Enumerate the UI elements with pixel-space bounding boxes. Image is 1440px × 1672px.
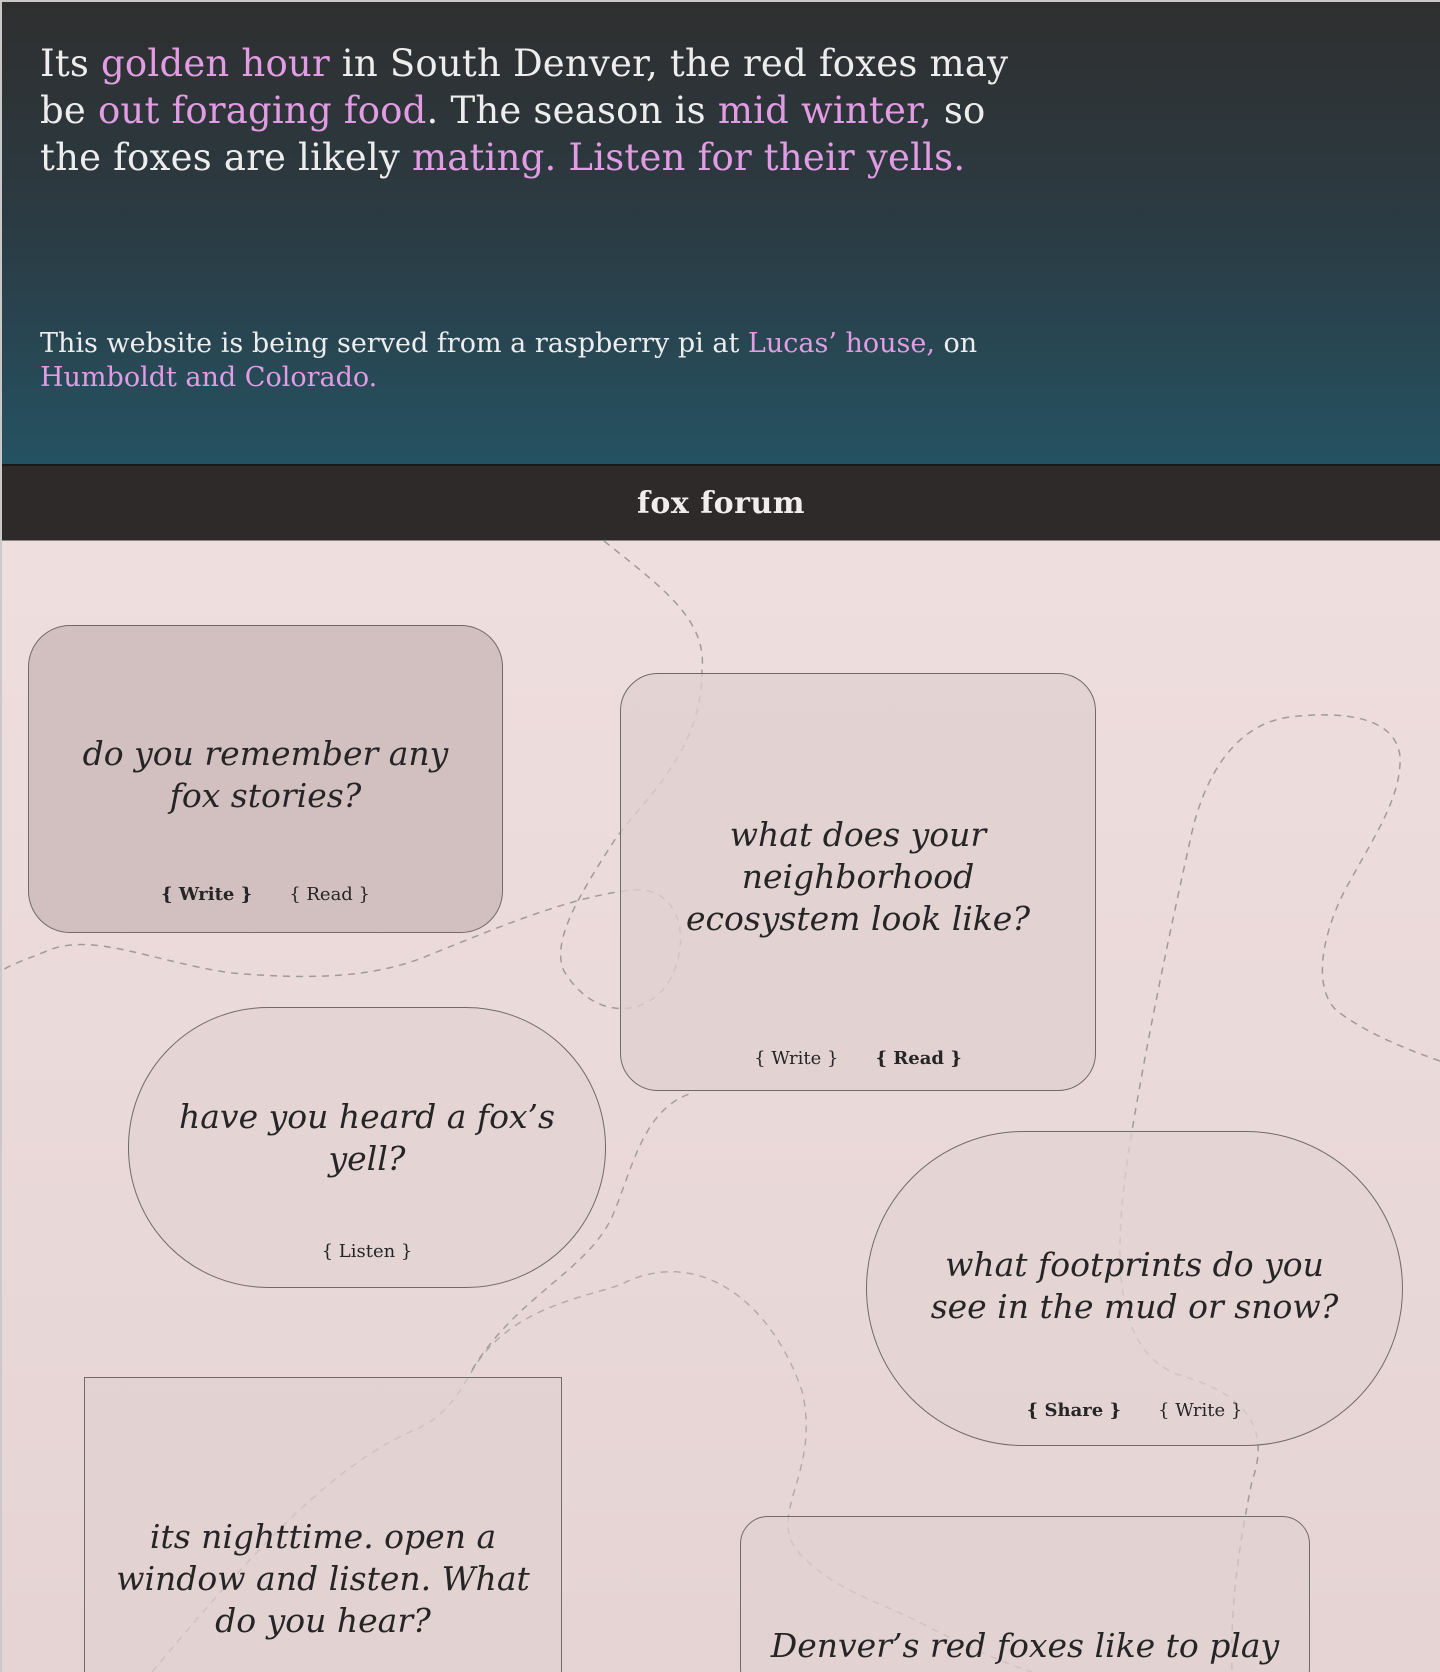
forum-board <box>2 541 1440 1672</box>
mating-highlight: mating. Listen for their yells. <box>411 136 966 179</box>
ecosystem-read-button[interactable]: { Read } <box>875 1048 962 1069</box>
hero-status-part: . The season is <box>426 89 718 132</box>
fox-yell-card <box>128 1007 606 1288</box>
season-highlight: mid winter, <box>717 89 932 132</box>
location-highlight: Humboldt and Colorado. <box>40 362 378 393</box>
ecosystem-card <box>620 673 1096 1091</box>
hosting-note <box>40 327 990 395</box>
fox-yell-listen-button[interactable]: { Listen } <box>321 1241 413 1262</box>
ecosystem-actions <box>621 1048 1095 1070</box>
hero-status-part: in South Denver, the red foxes may be <box>40 42 1009 132</box>
page <box>2 2 1440 1672</box>
footprints-write-button[interactable]: { Write } <box>1158 1400 1243 1421</box>
nighttime-card <box>84 1377 562 1672</box>
footprints-actions <box>867 1400 1402 1422</box>
fox-yell-question: have you heard a fox’s yell? <box>179 1097 555 1178</box>
fox-stories-actions <box>29 884 502 906</box>
fox-stories-question: do you remember any fox stories? <box>82 734 449 815</box>
nighttime-question: its nighttime. open a window and listen. What do you hear? <box>116 1517 530 1640</box>
ecosystem-question: what does your neighborhood ecosystem look like? <box>685 815 1031 938</box>
forum-header <box>2 464 1440 541</box>
ecosystem-write-button[interactable]: { Write } <box>754 1048 839 1069</box>
forum-title: fox forum <box>636 485 806 521</box>
footprints-share-button[interactable]: { Share } <box>1026 1400 1122 1421</box>
foraging-highlight: out foraging food <box>97 89 427 132</box>
hero-status-part: Its <box>40 42 102 85</box>
hero-panel <box>2 2 1440 464</box>
hero-status-text <box>40 40 1020 181</box>
red-foxes-question: Denver’s red foxes like to play <box>770 1626 1280 1665</box>
golden-hour-highlight: golden hour <box>101 42 330 85</box>
lucas-house-highlight: Lucas’ house, <box>747 328 935 359</box>
hosting-note-part: on <box>934 328 978 359</box>
fox-stories-read-button[interactable]: { Read } <box>289 884 370 905</box>
hero-status-part: so the foxes are likely <box>40 89 986 179</box>
footprints-question: what footprints do you see in the mud or snow? <box>930 1245 1339 1326</box>
hosting-note-part: This website is being served from a raspberry pi at <box>40 328 748 359</box>
red-foxes-card <box>740 1516 1310 1672</box>
fox-stories-card <box>28 625 503 933</box>
fox-stories-write-button[interactable]: { Write } <box>161 884 253 905</box>
footprints-card <box>866 1131 1403 1446</box>
fox-yell-actions <box>129 1241 605 1263</box>
